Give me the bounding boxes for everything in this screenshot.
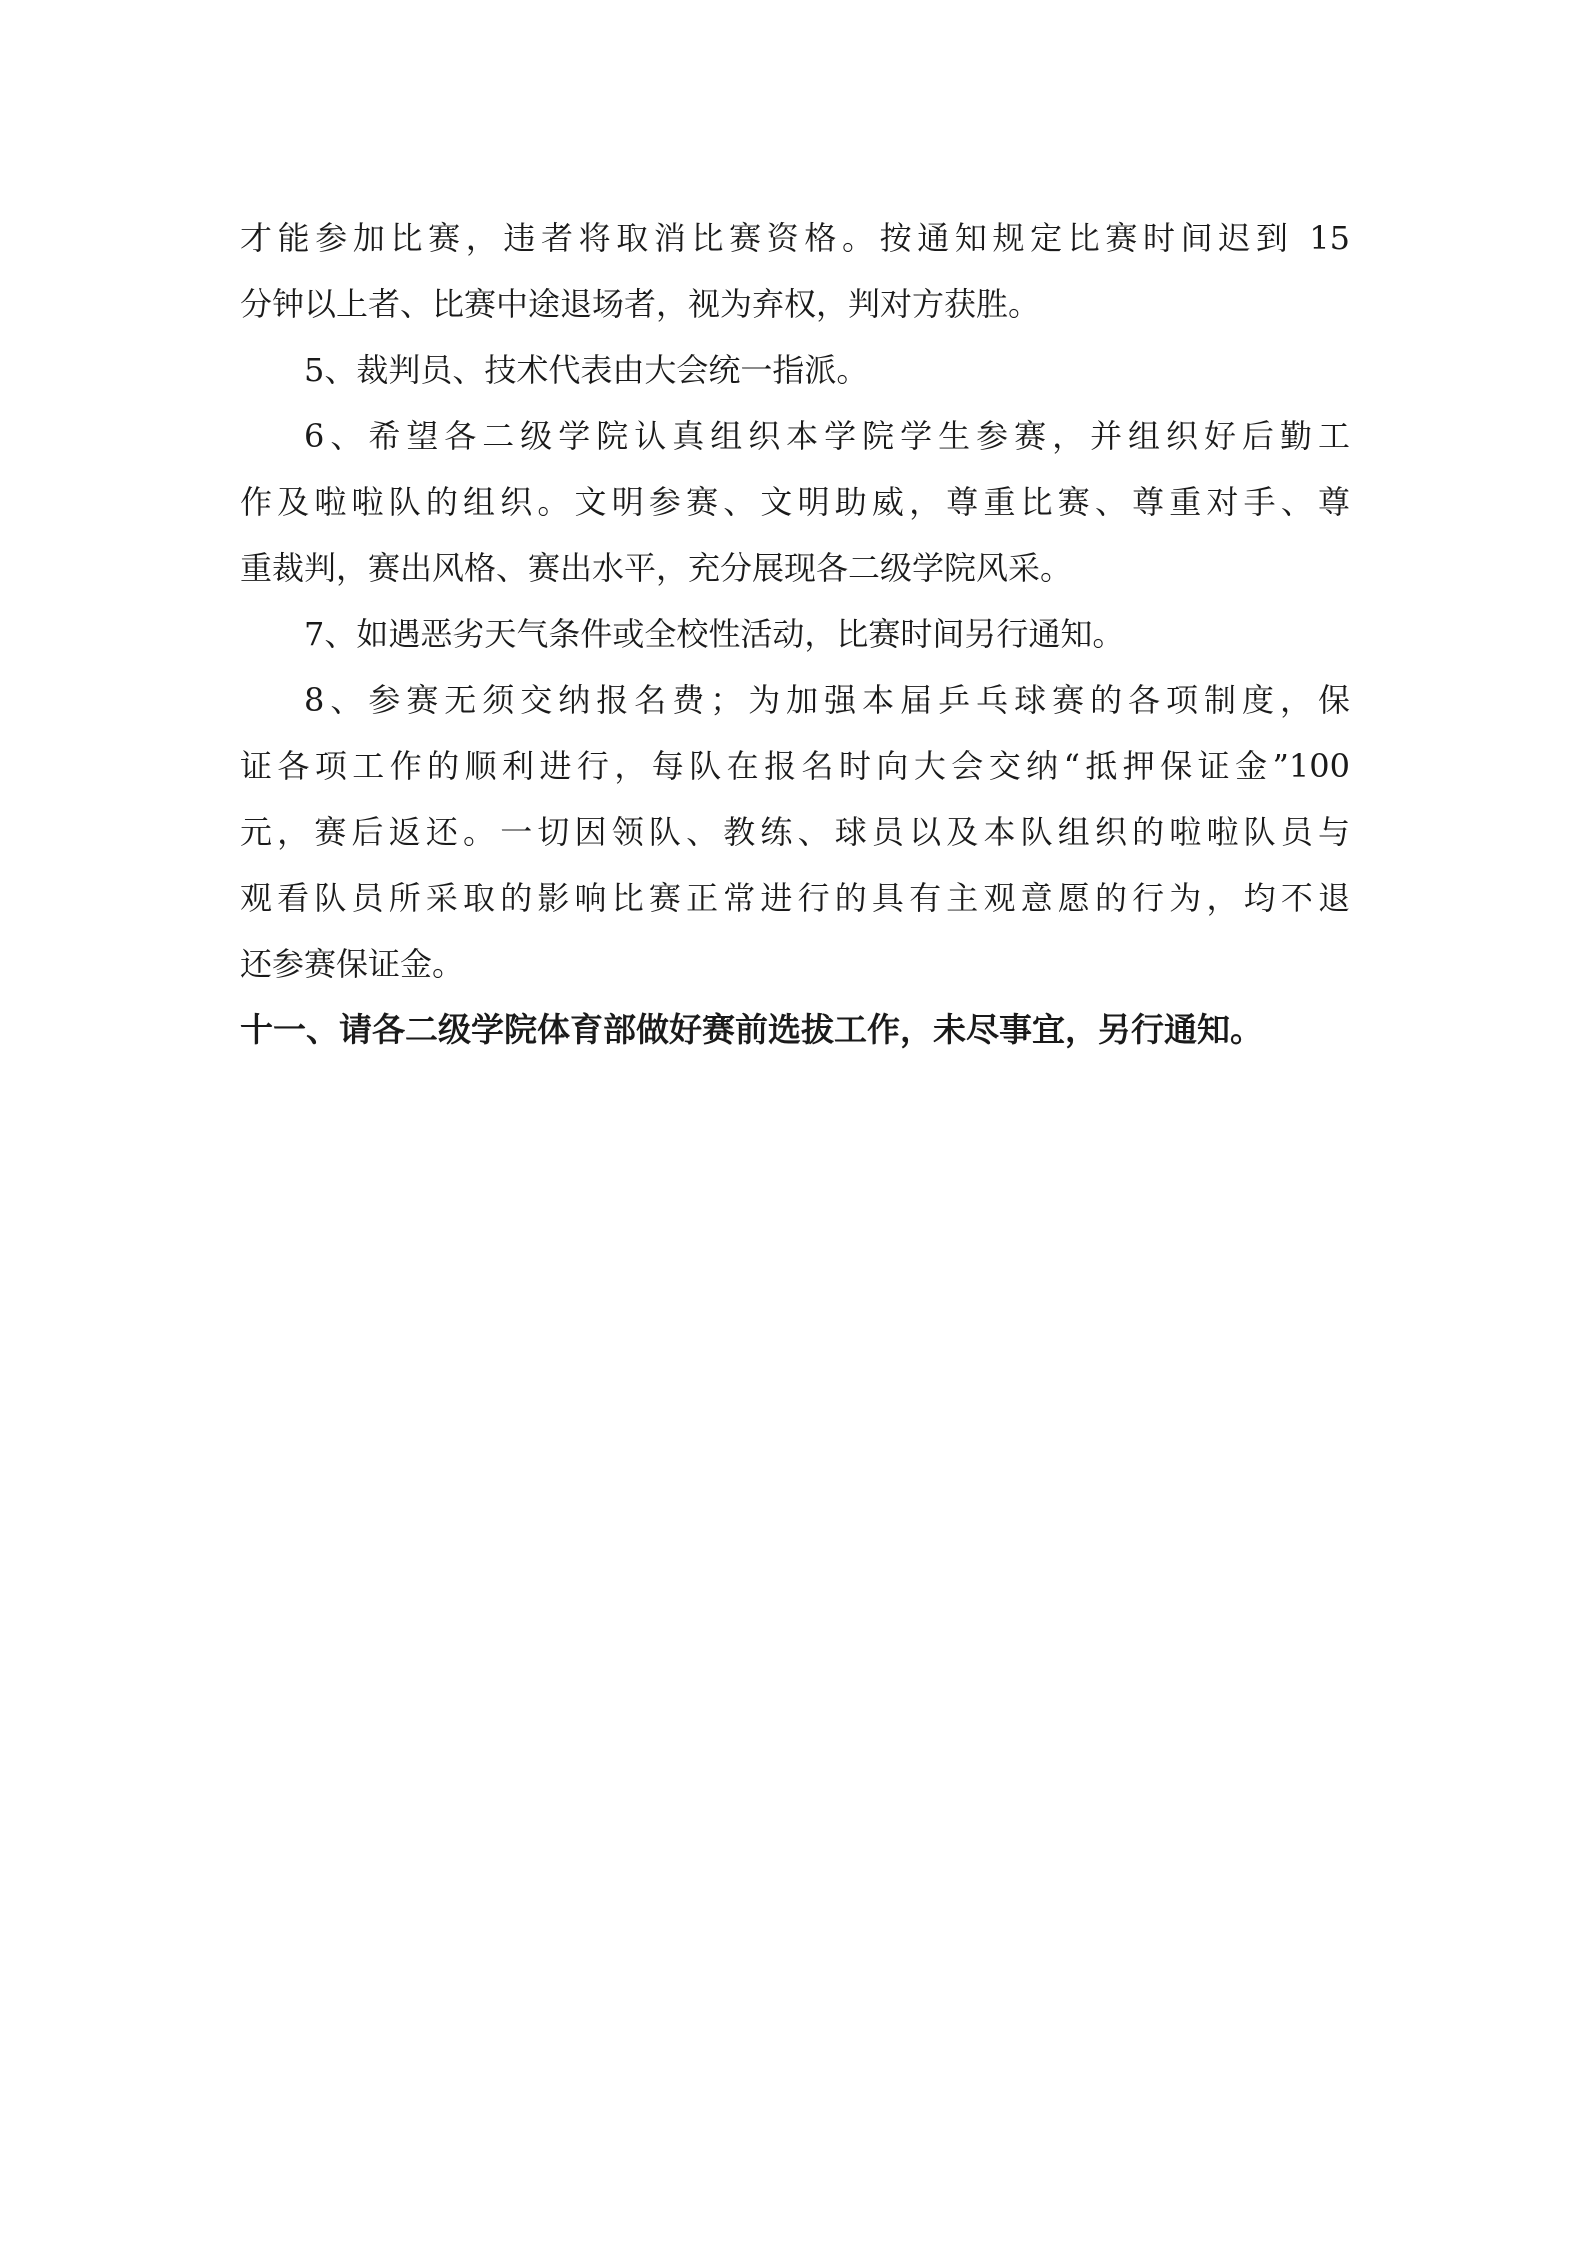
text-line-2: 分钟以上者、比赛中途退场者，视为弃权，判对方获胜。 (240, 285, 1041, 323)
item-6-line-2: 作及啦啦队的组织。文明参赛、文明助威，尊重比赛、尊重对手、尊 (240, 483, 1350, 521)
item-8-line-2: 证各项工作的顺利进行，每队在报名时向大会交纳“抵押保证金”100 (240, 747, 1350, 785)
item-6-line-1: 6、希望各二级学院认真组织本学院学生参赛，并组织好后勤工 (304, 417, 1350, 455)
item-5-line: 5、裁判员、技术代表由大会统一指派。 (304, 351, 869, 389)
item-7-line: 7、如遇恶劣天气条件或全校性活动，比赛时间另行通知。 (304, 615, 1125, 653)
item-6-line-3: 重裁判，赛出风格、赛出水平，充分展现各二级学院风采。 (240, 549, 1073, 587)
item-8-line-3: 元，赛后返还。一切因领队、教练、球员以及本队组织的啦啦队员与 (240, 813, 1350, 851)
text-line-1: 才能参加比赛，违者将取消比赛资格。按通知规定比赛时间迟到 15 (240, 219, 1350, 257)
section-eleven-heading: 十一、请各二级学院体育部做好赛前选拔工作，未尽事宜，另行通知。 (240, 1010, 1263, 1049)
document-body (240, 205, 1350, 1063)
item-8-line-4: 观看队员所采取的影响比赛正常进行的具有主观意愿的行为，均不退 (240, 879, 1350, 917)
item-8-line-1: 8、参赛无须交纳报名费；为加强本届乒乓球赛的各项制度，保 (304, 681, 1350, 719)
item-8-line-5: 还参赛保证金。 (240, 945, 465, 983)
